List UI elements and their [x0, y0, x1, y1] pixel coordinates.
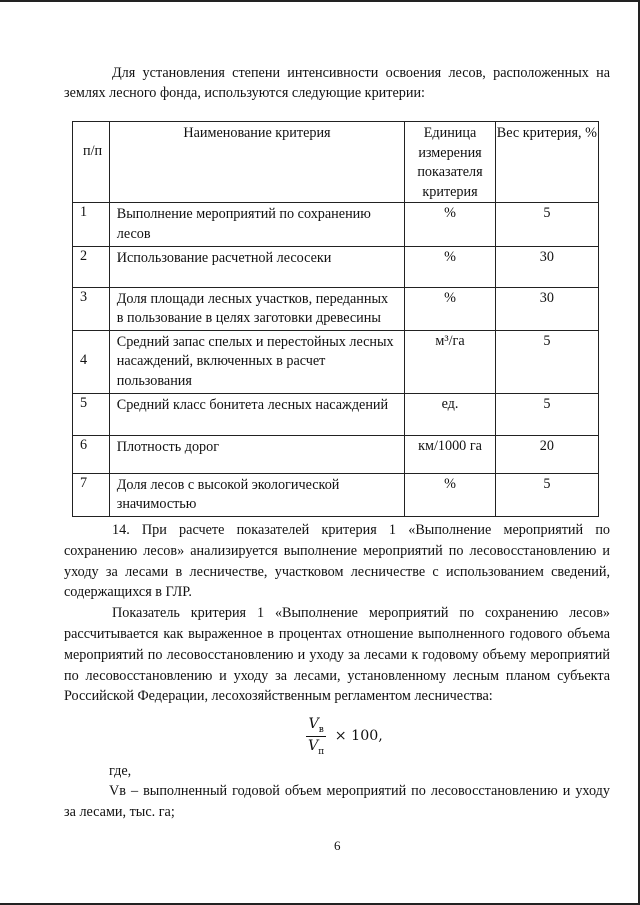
formula-multiplier: × 100,	[334, 728, 383, 745]
row-unit	[405, 435, 496, 473]
row-unit-text: %	[444, 248, 456, 265]
row-name-text: Плотность дорог	[116, 438, 220, 455]
row-num	[73, 435, 110, 473]
body-text	[64, 520, 610, 707]
table-row	[73, 393, 599, 435]
row-num-text: 6	[80, 436, 88, 453]
row-weight	[495, 330, 598, 393]
row-weight-text: 5	[543, 332, 551, 349]
row-unit-text: %	[444, 289, 456, 306]
row-name	[109, 246, 405, 287]
row-num	[73, 287, 110, 330]
denominator-var: V	[308, 737, 319, 754]
row-num-text: 4	[80, 352, 88, 369]
row-num-text: 2	[80, 247, 88, 264]
row-num	[73, 330, 110, 393]
row-unit	[405, 203, 496, 246]
formula	[306, 716, 383, 757]
page-number: 6	[334, 838, 341, 853]
header-name	[109, 122, 405, 203]
row-name	[109, 330, 405, 393]
where-label: где,	[109, 763, 132, 779]
header-name-text: Наименование критерия	[183, 125, 331, 141]
row-unit-text: м³/га	[435, 332, 465, 349]
row-unit-text: %	[444, 475, 456, 492]
page-edge-top	[0, 0, 640, 2]
row-num-text: 7	[80, 474, 88, 491]
row-name	[109, 393, 405, 435]
header-num	[73, 122, 110, 203]
row-unit	[405, 287, 496, 330]
row-unit	[405, 393, 496, 435]
intro-paragraph	[64, 63, 610, 103]
row-num-text: 3	[80, 288, 88, 305]
table-row	[73, 435, 599, 473]
row-weight-text: 5	[543, 205, 551, 222]
row-weight-text: 20	[539, 437, 554, 454]
row-weight	[495, 393, 598, 435]
formula-numerator	[306, 716, 326, 737]
row-weight-text: 30	[539, 248, 554, 265]
row-weight	[495, 435, 598, 473]
row-weight	[495, 246, 598, 287]
row-name	[109, 287, 405, 330]
paragraph-14: 14. При расчете показателей критерия 1 «Выполнение мероприятий по сохранению лесов» анализируется выполнение мероприятий по лесовосстановлению и уходу за лесами в лесничестве, участковом лесничестве с использованием сведений, содержащихся в ГЛР.	[64, 522, 610, 601]
row-unit	[405, 330, 496, 393]
row-num	[73, 473, 110, 516]
paragraph-indicator: Показатель критерия 1 «Выполнение мероприятий по сохранению лесов» рассчитывается как выраженное в процентах отношение выполненного годового объема мероприятий по лесовосстановлению и уходу за лесами к годовому объему мероприятий по лесовосстановлению и уходу за лесами, установленному лесным планом субъекта Российской Федерации, лесохозяйственным регламентом лесничества:	[64, 605, 610, 705]
row-num-text: 5	[80, 394, 88, 411]
intro-text: Для установления степени интенсивности освоения лесов, расположенных на землях лесного фонда, используются следующие критерии:	[64, 65, 610, 101]
criteria-table	[72, 121, 599, 517]
row-weight	[495, 203, 598, 246]
row-name-text: Выполнение мероприятий по сохранению лесов	[116, 206, 371, 242]
denominator-sub: п	[318, 746, 325, 757]
header-weight-text: Вес критерия, %	[496, 125, 597, 141]
header-unit-text: Единица измерения показателя критерия	[417, 125, 483, 200]
row-weight	[495, 287, 598, 330]
table-row	[73, 203, 599, 246]
row-unit	[405, 473, 496, 516]
row-name	[109, 473, 405, 516]
row-unit-text: ед.	[441, 395, 459, 412]
definition-vv: Vв – выполненный годовой объем мероприятий по лесовосстановлению и уходу за лесами, тыс. га;	[64, 783, 610, 820]
table-row	[73, 287, 599, 330]
formula-fraction	[306, 716, 326, 757]
row-weight-text: 5	[543, 395, 551, 412]
row-name	[109, 203, 405, 246]
row-unit-text: %	[444, 205, 456, 222]
row-unit	[405, 246, 496, 287]
row-num-text: 1	[80, 204, 88, 221]
row-name-text: Использование расчетной лесосеки	[116, 249, 332, 266]
table-header-row	[73, 122, 599, 203]
formula-denominator	[306, 737, 326, 757]
row-name-text: Доля площади лесных участков, переданных в пользование в целях заготовки древесины	[116, 290, 389, 327]
table-row	[73, 330, 599, 393]
row-unit-text: км/1000 га	[418, 437, 482, 454]
header-num-text: п/п	[83, 143, 103, 159]
header-weight	[495, 122, 598, 203]
definition-block	[64, 781, 610, 823]
row-weight	[495, 473, 598, 516]
numerator-sub: в	[318, 724, 324, 735]
row-weight-text: 30	[539, 289, 554, 306]
numerator-var: V	[308, 716, 319, 732]
row-num	[73, 393, 110, 435]
row-name-text: Доля лесов с высокой экологической значимостью	[116, 476, 340, 513]
row-name-text: Средний запас спелых и перестойных лесных насаждений, включенных в расчет пользования	[116, 333, 394, 389]
table-row	[73, 473, 599, 516]
row-weight-text: 5	[543, 475, 551, 492]
row-num	[73, 246, 110, 287]
row-num	[73, 203, 110, 246]
table-row	[73, 246, 599, 287]
row-name	[109, 435, 405, 473]
header-unit	[405, 122, 496, 203]
row-name-text: Средний класс бонитета лесных насаждений	[116, 396, 389, 413]
